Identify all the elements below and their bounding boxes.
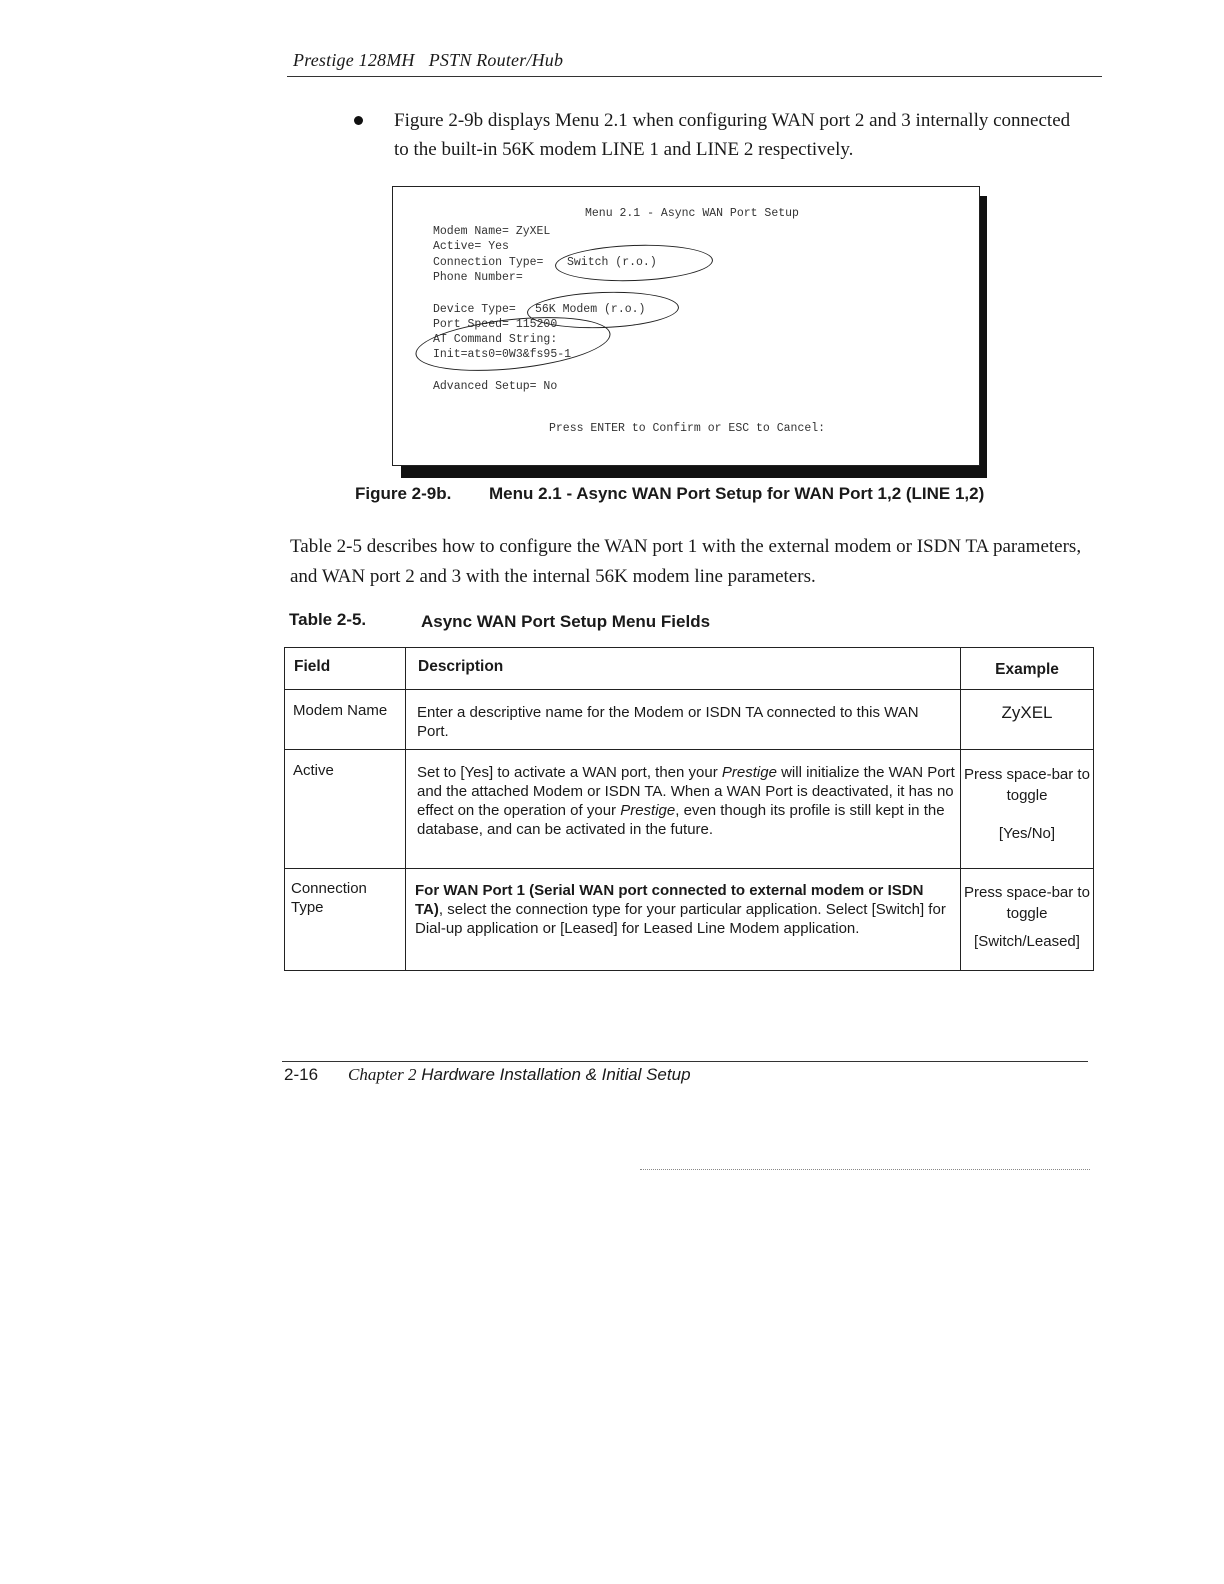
page-number: 2-16	[284, 1065, 319, 1084]
footer-rule	[282, 1061, 1088, 1062]
scan-artifact	[640, 1169, 1090, 1171]
chapter-title: Chapter 2 Hardware Installation & Initial Setup	[348, 1065, 691, 1084]
row-field: Connection Type	[291, 880, 367, 916]
menu-device-type-label: Device Type=	[433, 303, 516, 316]
table-title: Async WAN Port Setup Menu Fields	[421, 612, 711, 631]
table-caption	[289, 610, 711, 631]
page-footer	[284, 1065, 691, 1085]
header-example: Example	[995, 661, 1059, 678]
menu-screenshot	[392, 186, 980, 466]
menu-modem-name: Modem Name= ZyXEL	[433, 225, 551, 238]
menu-phone-number: Phone Number=	[433, 271, 523, 284]
row-example-values: [Yes/No]	[998, 825, 1056, 842]
menu-active: Active= Yes	[433, 240, 509, 253]
fields-table	[284, 647, 1095, 971]
row-description: Set to [Yes] to activate a WAN port, then your Prestige will initialize the WAN Port and the attached Modem or ISDN TA. When a WAN Port is deactivated, it has no effect on the operation of your Prestige, even though its profile is still kept in the database, and can be activated in the future.	[417, 764, 955, 838]
row-example-values: [Switch/Leased]	[974, 933, 1080, 950]
running-header: Prestige 128MH PSTN Router/Hub	[293, 50, 564, 70]
screen-shadow	[980, 196, 987, 478]
table-label: Table 2-5.	[289, 610, 367, 629]
menu-connection-type-label: Connection Type=	[433, 256, 544, 269]
menu-advanced-setup: Advanced Setup= No	[433, 380, 558, 393]
menu-prompt: Press ENTER to Confirm or ESC to Cancel:	[549, 422, 826, 435]
header-field: Field	[294, 658, 331, 675]
body-paragraph: Table 2-5 describes how to configure the WAN port 1 with the external modem or ISDN TA parameters, and WAN port 2 and 3 with the internal 56K modem line parameters.	[290, 536, 1082, 587]
menu-port-speed: Port Speed= 115200	[433, 318, 558, 331]
menu-init-string: Init=ats0=0W3&fs95-1	[433, 348, 572, 361]
header-rule	[287, 76, 1102, 77]
row-example: Press space-bar to toggle	[964, 766, 1090, 804]
bullet-icon	[354, 116, 363, 125]
row-example: Press space-bar to toggle	[964, 884, 1090, 922]
figure-caption	[355, 484, 985, 504]
highlight-ellipse	[554, 242, 713, 283]
intro-paragraph: Figure 2-9b displays Menu 2.1 when configuring WAN port 2 and 3 internally connected to the built-in 56K modem LINE 1 and LINE 2 respectively.	[394, 110, 1071, 160]
figure-label: Figure 2-9b.	[355, 484, 452, 503]
menu-device-type-value: 56K Modem (r.o.)	[535, 303, 646, 316]
screen-shadow	[401, 466, 987, 478]
row-field: Active	[293, 762, 334, 779]
menu-at-command: AT Command String:	[433, 333, 558, 346]
menu-title: Menu 2.1 - Async WAN Port Setup	[585, 207, 799, 220]
menu-connection-type-value: Switch (r.o.)	[567, 256, 657, 269]
row-description: Enter a descriptive name for the Modem or ISDN TA connected to this WAN Port.	[417, 704, 919, 740]
row-description: For WAN Port 1 (Serial WAN port connected to external modem or ISDN TA), select the connection type for your particular application. Select [Switch] for Dial-up application or [Leased] for Leased Line Modem application.	[415, 882, 946, 937]
header-description: Description	[418, 658, 504, 675]
row-example: ZyXEL	[1001, 703, 1053, 722]
row-field: Modem Name	[293, 702, 388, 719]
figure-title: Menu 2.1 - Async WAN Port Setup for WAN Port 1,2 (LINE 1,2)	[489, 484, 985, 503]
